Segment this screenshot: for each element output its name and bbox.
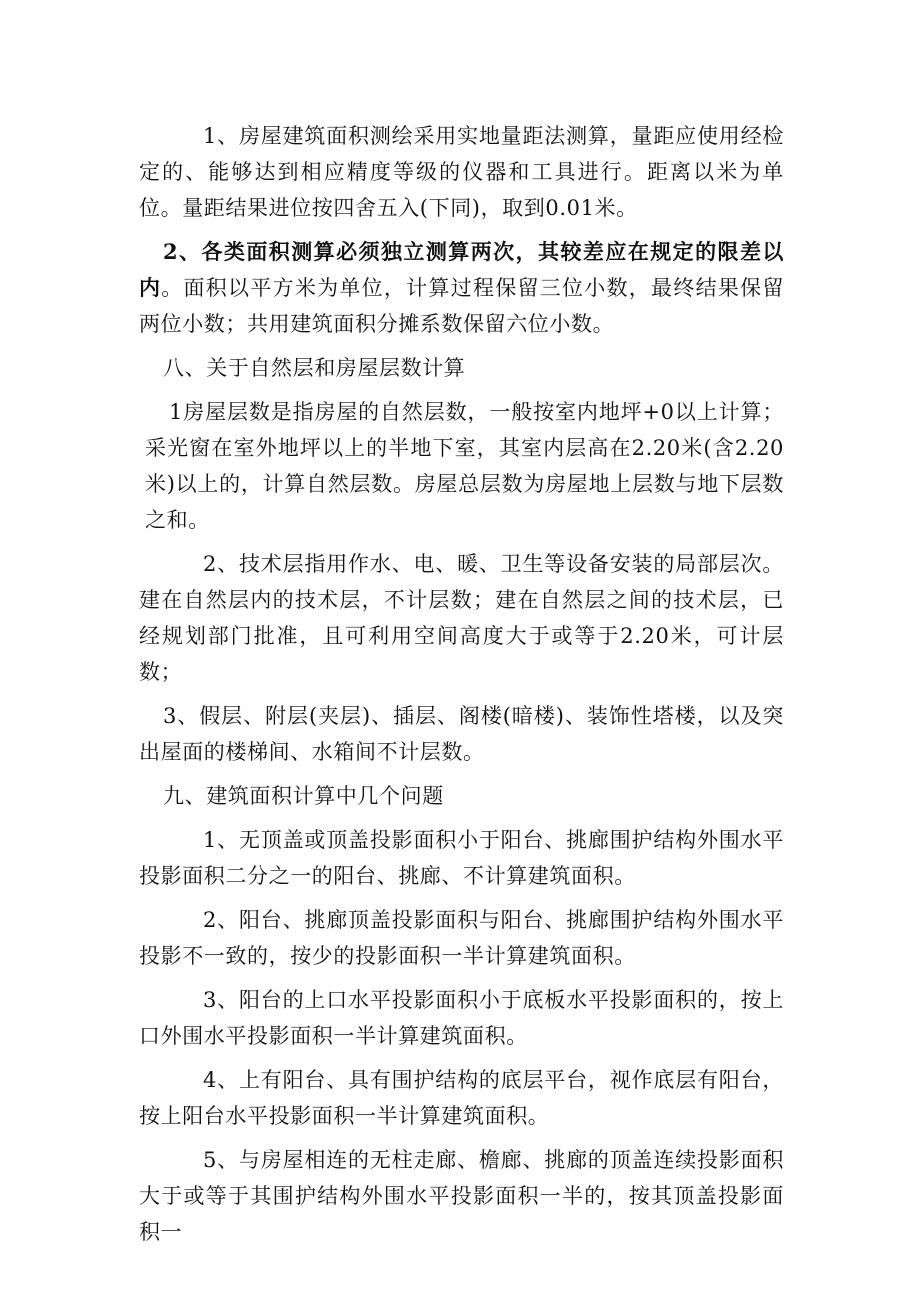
paragraph-2-rest: 。面积以平方米为单位，计算过程保留三位小数，最终结果保留两位小数；共用建筑面积分摊系数保留六位小数。: [139, 276, 784, 336]
paragraph-2: [139, 234, 784, 342]
paragraph-6: 1、无顶盖或顶盖投影面积小于阳台、挑廊围护结构外围水平投影面积二分之一的阳台、挑廊、不计算建筑面积。: [139, 828, 784, 888]
section-heading-8: 八、关于自然层和房屋层数计算: [163, 356, 466, 380]
paragraph-5: 3、假层、附层(夹层)、插层、阁楼(暗楼)、装饰性塔楼，以及突出屋面的楼梯间、水箱间不计层数。: [139, 704, 784, 764]
paragraph-7: 2、阳台、挑廊顶盖投影面积与阳台、挑廊围护结构外围水平投影不一致的，按少的投影面积一半计算建筑面积。: [139, 908, 784, 968]
document-body: [139, 118, 784, 1258]
paragraph-10: 5、与房屋相连的无柱走廊、檐廊、挑廊的顶盖连续投影面积大于或等于其围护结构外围水平投影面积一半的，按其顶盖投影面积一: [139, 1148, 784, 1244]
paragraph-3: 1房屋层数是指房屋的自然层数，一般按室内地坪+0以上计算；采光窗在室外地坪以上的半地下室，其室内层高在2.20米(含2.20米)以上的，计算自然层数。房屋总层数为房屋地上层数与地下层数之和。: [145, 400, 784, 532]
paragraph-8: 3、阳台的上口水平投影面积小于底板水平投影面积的，按上口外围水平投影面积一半计算建筑面积。: [139, 988, 784, 1048]
paragraph-1: 1、房屋建筑面积测绘采用实地量距法测算，量距应使用经检定的、能够达到相应精度等级的仪器和工具进行。距离以米为单位。量距结果进位按四舍五入(下同)，取到0.01米。: [139, 124, 784, 220]
paragraph-4: 2、技术层指用作水、电、暖、卫生等设备安装的局部层次。建在自然层内的技术层，不计层数；建在自然层之间的技术层，已经规划部门批准，且可利用空间高度大于或等于2.20米，可计层数；: [139, 552, 784, 684]
section-heading-9: 九、建筑面积计算中几个问题: [163, 784, 444, 808]
paragraph-2-bold: 2、各类面积测算必须独立测算两次，其较差应在规定的限差以内: [139, 239, 784, 300]
paragraph-9: 4、上有阳台、具有围护结构的底层平台，视作底层有阳台，按上阳台水平投影面积一半计算建筑面积。: [139, 1068, 784, 1128]
